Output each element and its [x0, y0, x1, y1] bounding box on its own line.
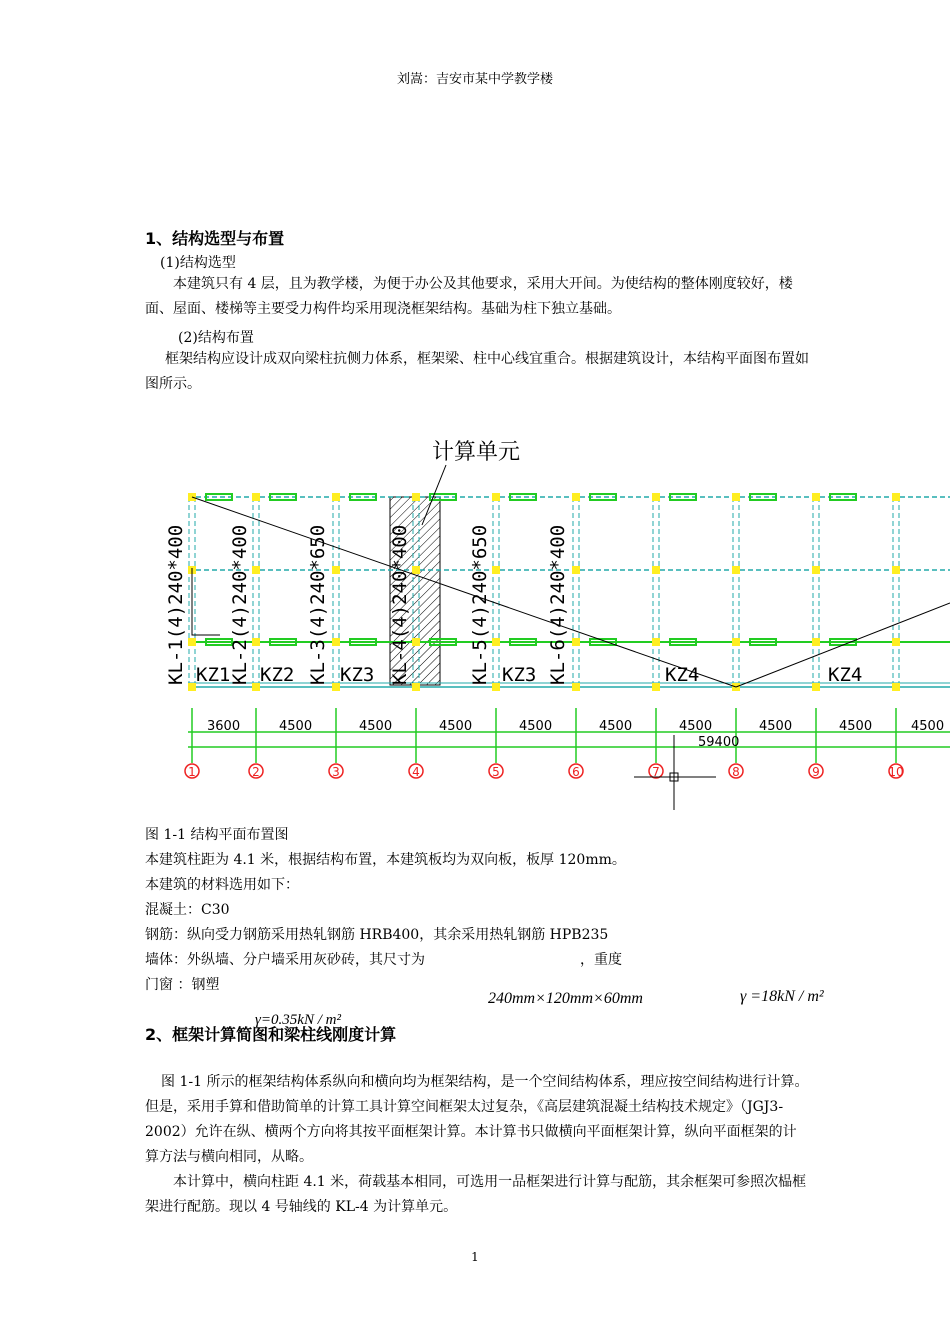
- column-marker: [188, 683, 196, 691]
- paragraph-structure-type: 本建筑只有 4 层，且为教学楼，为便于办公及其他要求，采用大开间。为使结构的整体刚度较好，楼面、屋面、楼梯等主要受力构件均采用现浇框架结构。基础为柱下独立基础。: [145, 276, 793, 317]
- column-marker: [652, 566, 660, 574]
- figure-caption: 图 1-1 结构平面布置图: [145, 827, 289, 843]
- diagonal-line: [192, 497, 736, 687]
- paragraph-structure-layout: 框架结构应设计成双向梁柱抗侧力体系，框架梁、柱中心线宜重合。根据建筑设计，本结构平面图布置如图所示。: [145, 351, 809, 392]
- total-dimension: 59400: [698, 735, 740, 750]
- column-label: KZ4: [828, 664, 863, 686]
- column-marker: [892, 493, 900, 501]
- column-marker: [732, 493, 740, 501]
- axis-label: 1: [188, 765, 196, 779]
- page-header: 刘嵩：吉安市某中学教学楼: [396, 72, 553, 87]
- column-marker: [412, 493, 420, 501]
- column-marker: [572, 493, 580, 501]
- section-2-heading: 2、框架计算简图和梁柱线刚度计算: [145, 1025, 397, 1044]
- axis-label: 2: [252, 765, 260, 779]
- span-dimension: 4500: [519, 719, 553, 734]
- column-marker: [332, 566, 340, 574]
- column-marker: [892, 566, 900, 574]
- paragraph-calc-unit: 本计算中，横向柱距 4.1 米，荷载基本相同，可选用一品框架进行计算与配筋，其余框架可参照次榀框架进行配筋。现以 4 号轴线的 KL-4 为计算单元。: [145, 1174, 807, 1215]
- span-dimension: 4500: [439, 719, 473, 734]
- spec-line-window: 门窗 ：钢塑: [145, 977, 220, 993]
- span-dimension: 4500: [911, 719, 945, 734]
- spec-line-wall-b: ，重度: [580, 952, 622, 968]
- column-marker: [412, 566, 420, 574]
- column-marker: [812, 566, 820, 574]
- span-dimension: 4500: [279, 719, 313, 734]
- span-dimension: 4500: [759, 719, 793, 734]
- column-marker: [412, 683, 420, 691]
- axis-label: 4: [412, 765, 420, 779]
- column-marker: [812, 683, 820, 691]
- span-dimension: 3600: [207, 719, 241, 734]
- axis-label: 10: [888, 765, 904, 779]
- beam-label: KL-4(4)240*400: [389, 524, 411, 685]
- column-marker: [812, 493, 820, 501]
- column-label: KZ4: [665, 664, 700, 686]
- column-marker: [492, 638, 500, 646]
- column-label: KZ2: [260, 664, 295, 686]
- spec-line-steel: 钢筋：纵向受力钢筋采用热轧钢筋 HRB400，其余采用热轧钢筋 HPB235: [145, 927, 609, 943]
- column-marker: [252, 638, 260, 646]
- subheading-structure-type: (1)结构选型: [160, 255, 236, 271]
- beam-label: KL-6(4)240*400: [547, 524, 569, 685]
- column-marker: [492, 566, 500, 574]
- span-dimension: 4500: [599, 719, 633, 734]
- spec-line-concrete: 混凝土：C30: [145, 902, 230, 918]
- spec-line-span: 本建筑柱距为 4.1 米，根据结构布置，本建筑板均为双向板，板厚 120mm。: [145, 852, 626, 868]
- column-marker: [492, 683, 500, 691]
- axis-label: 7: [652, 765, 660, 779]
- column-marker: [572, 683, 580, 691]
- column-marker: [332, 683, 340, 691]
- span-dimension: 4500: [359, 719, 393, 734]
- beam-label: KL-1(4)240*400: [165, 524, 187, 685]
- span-dimension: 4500: [839, 719, 873, 734]
- axis-label: 5: [492, 765, 500, 779]
- column-marker: [652, 683, 660, 691]
- beam-label: KL-2(4)240*400: [229, 524, 251, 685]
- structural-plan-figure: [160, 425, 950, 815]
- axis-label: 9: [812, 765, 820, 779]
- page-number: 1: [471, 1250, 479, 1264]
- density-formula: γ =18kN / m²: [740, 988, 824, 1005]
- column-marker: [188, 638, 196, 646]
- column-marker: [572, 638, 580, 646]
- beam-label: KL-5(4)240*650: [469, 524, 491, 685]
- column-marker: [492, 493, 500, 501]
- column-marker: [412, 638, 420, 646]
- column-marker: [332, 493, 340, 501]
- axis-label: 6: [572, 765, 580, 779]
- column-marker: [332, 638, 340, 646]
- window-load-formula: γ=0.35kN / m²: [255, 1012, 341, 1028]
- brick-size-formula: 240mm×120mm×60mm: [488, 990, 643, 1007]
- axis-label: 8: [732, 765, 740, 779]
- column-marker: [732, 638, 740, 646]
- column-marker: [652, 493, 660, 501]
- spec-line-materials: 本建筑的材料选用如下：: [145, 877, 299, 893]
- column-label: KZ1: [196, 664, 231, 686]
- column-marker: [732, 566, 740, 574]
- span-dimension: 4500: [679, 719, 713, 734]
- stair-outline: [192, 568, 220, 635]
- column-label: KZ3: [340, 664, 375, 686]
- section-1-heading: 1、结构选型与布置: [145, 229, 285, 248]
- column-marker: [812, 638, 820, 646]
- column-marker: [892, 638, 900, 646]
- column-marker: [252, 493, 260, 501]
- spec-line-wall-a: 墙体：外纵墙、分户墙采用灰砂砖，其尺寸为: [145, 952, 425, 968]
- axis-label: 3: [332, 765, 340, 779]
- column-marker: [572, 566, 580, 574]
- beam-label: KL-3(4)240*650: [307, 524, 329, 685]
- calc-unit-label: 计算单元: [432, 440, 521, 465]
- column-marker: [252, 683, 260, 691]
- column-marker: [892, 683, 900, 691]
- subheading-structure-layout: (2)结构布置: [178, 330, 254, 346]
- column-label: KZ3: [502, 664, 537, 686]
- paragraph-frame-analysis: 图 1-1 所示的框架结构体系纵向和横向均为框架结构，是一个空间结构体系，理应按空间结构进行计算。但是，采用手算和借助简单的计算工具计算空间框架太过复杂，《高层建筑混凝土结构技术规定》（JGJ3-2002）允许在纵、横两个方向将其按平面框架计算。本计算书只做横向平面框架计算，纵向平面框架的计算方法与横向相同，从略。: [145, 1074, 809, 1165]
- column-marker: [652, 638, 660, 646]
- column-marker: [252, 566, 260, 574]
